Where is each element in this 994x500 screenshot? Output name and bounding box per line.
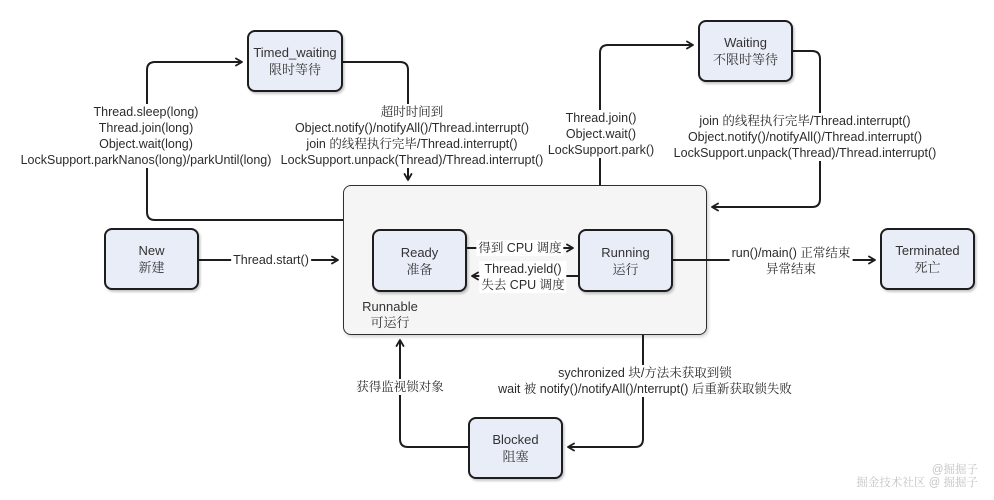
state-label-en: Waiting (724, 35, 767, 50)
state-label-en: Blocked (492, 432, 539, 447)
state-label-zh: 新建 (138, 260, 165, 275)
state-box-timed-waiting (247, 30, 343, 92)
edge-label-waiting-to-runnable: join 的线程执行完毕/Thread.interrupt() Object.notify()/notifyAll()/Thread.interrupt() LockSupport.unpack(Thread)/Thread.interrupt() (673, 114, 937, 160)
edge-label-running-to-ready: Thread.yield() 失去 CPU 调度 (481, 262, 565, 292)
edge-label-running-to-terminated: run()/main() 正常结束 异常结束 (731, 246, 851, 276)
state-label-en: Running (601, 244, 650, 260)
edge-label-runnable-to-blocked: sychronized 块/方法未获取到锁 wait 被 notify()/notifyAll()/nterrupt() 后重新获取锁失败 (498, 366, 792, 396)
state-box-running (578, 229, 673, 292)
edge-label-ready-to-running: 得到 CPU 调度 (478, 241, 562, 255)
state-label-zh: 不限时等待 (712, 52, 778, 67)
state-label-zh: 限时等待 (268, 62, 321, 77)
state-label-en: Terminated (895, 243, 960, 258)
state-label-en: New (138, 243, 165, 258)
edge-label-blocked-to-runnable: 获得监视锁对象 (356, 380, 444, 394)
state-label-zh: 死亡 (914, 260, 941, 275)
watermark-line2: 掘金技术社区 @ 掘掘子 (856, 476, 978, 489)
state-label-en: Ready (400, 244, 439, 260)
watermark-line1: @掘掘子 (931, 464, 978, 476)
state-label-zh: 准备 (406, 261, 433, 277)
state-label-en: Runnable (362, 299, 418, 314)
state-label-zh: 可运行 (370, 315, 410, 330)
edge-label-runnable-to-waiting: Thread.join() Object.wait() LockSupport.park() (547, 111, 655, 157)
state-box-terminated (880, 228, 975, 290)
watermark (856, 464, 978, 489)
edge-label-runnable-to-timed-waiting: Thread.sleep(long) Thread.join(long) Object.wait(long) LockSupport.parkNanos(long)/parkUntil(long) (20, 105, 272, 167)
state-box-blocked (468, 417, 563, 479)
state-box-ready (372, 229, 467, 292)
edge-label-timed-waiting-to-runnable: 超时时间到 Object.notify()/notifyAll()/Thread.interrupt() join 的线程执行完毕/Thread.interrupt() LockSupport.unpack(Thread)/Thread.interrupt() (280, 105, 544, 167)
state-label-runnable (352, 299, 428, 331)
state-box-new (104, 228, 199, 290)
state-label-zh: 阻塞 (502, 449, 529, 464)
state-box-waiting (698, 20, 793, 82)
state-label-en: Timed_waiting (253, 45, 337, 60)
edge-label-new-to-runnable: Thread.start() (233, 253, 309, 267)
state-label-zh: 运行 (612, 261, 639, 277)
